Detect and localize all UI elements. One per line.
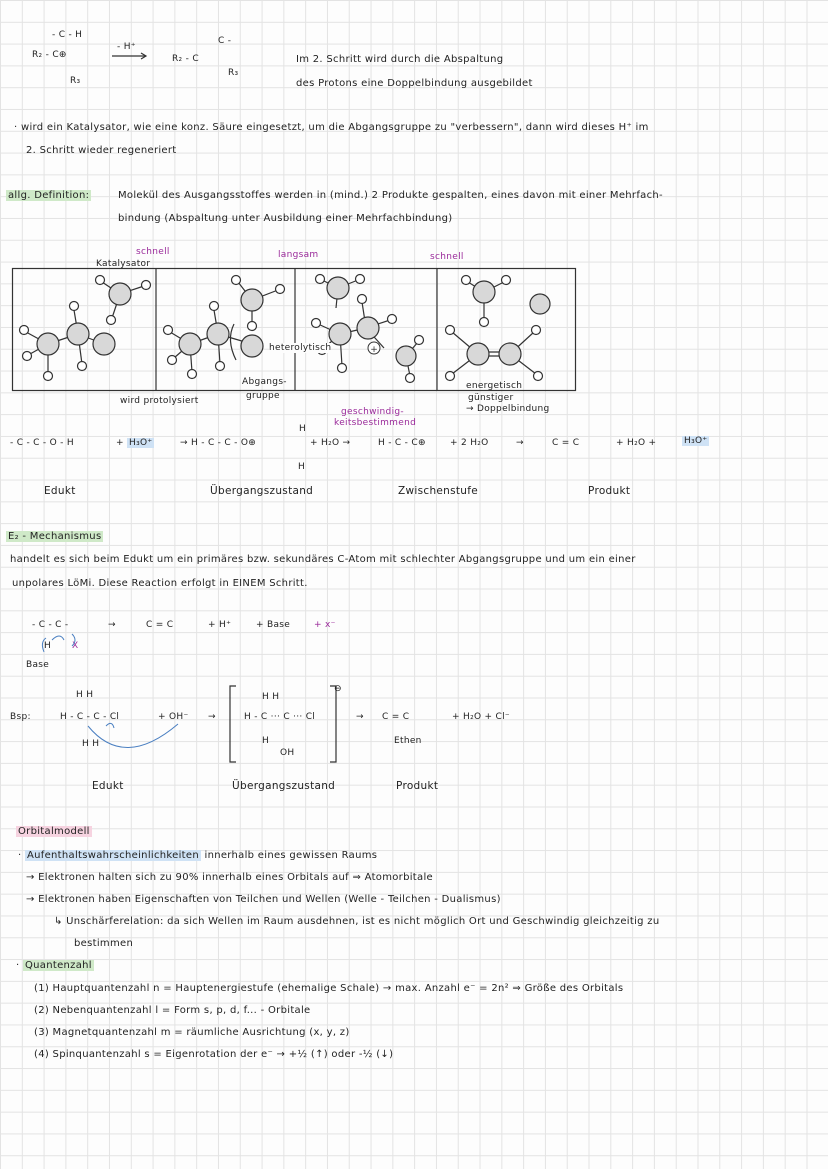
ts-h-top: H H: [262, 692, 280, 702]
e2-general-right: C = C: [146, 620, 174, 630]
panel-2-molecule: [164, 276, 285, 379]
note-line-2: des Protons eine Doppelbindung ausgebildet: [296, 78, 533, 89]
panel-3-molecule: [312, 275, 424, 383]
elimination-diagram: [12, 268, 578, 393]
example-attack-arrow: [84, 720, 184, 760]
example-label: Bsp:: [10, 712, 31, 722]
example-arrow-2: →: [356, 712, 364, 722]
note-line-1: Im 2. Schritt wird durch die Abspaltung: [296, 54, 504, 65]
orbital-line-4: ↳ Unschärferelation: da sich Wellen im Raum ausdehnen, ist es nicht möglich Ort und Geschwindig gleichzeitig zu: [54, 916, 660, 927]
quantum-4: (4) Spinquantenzahl s = Eigenrotation der e⁻ → +½ (↑) oder -½ (↓): [34, 1049, 394, 1060]
definition-line-1: Molekül des Ausgangsstoffes werden in (mind.) 2 Produkte gespalten, eines davon mit einer Mehrfach-: [118, 190, 663, 201]
example-ethen: Ethen: [394, 736, 422, 746]
example-product: C = C: [382, 712, 410, 722]
reaction-arrow-icon: [112, 52, 152, 62]
panel-4-molecule: [446, 276, 551, 381]
leaving-group-label-2: gruppe: [246, 391, 280, 401]
e2-general-x: X: [72, 641, 79, 651]
definition-line-2: bindung (Abspaltung unter Ausbildung einer Mehrfachbindung): [118, 213, 453, 224]
label-product: Produkt: [588, 485, 631, 497]
e2-line-1: handelt es sich beim Edukt um ein primäres bzw. sekundäres C-Atom mit schlechter Abgangsgruppe und um ein einer: [10, 554, 636, 565]
e2-general-arrow: →: [108, 620, 116, 630]
e2-general-h: H: [44, 641, 52, 651]
example-h-bottom: H H: [82, 739, 100, 749]
label-intermediate: Zwischenstufe: [398, 485, 479, 497]
e2-general-x-plus: + x⁻: [314, 620, 336, 630]
catalyst-line-1: · wird ein Katalysator, wie eine konz. Säure eingesetzt, um die Abgangsgruppe zu "verbessern", dann wird dieses H⁺ im: [14, 122, 649, 133]
heterolytic-label: heterolytisch: [269, 343, 332, 353]
eq-h3o-2: H₃O⁺: [684, 436, 708, 446]
eq-h-bottom: H: [298, 462, 306, 472]
e2-general-h-plus: + H⁺: [208, 620, 232, 630]
structure-left-mid: R₂ - C⊕: [32, 50, 67, 60]
label-educt: Edukt: [44, 485, 76, 497]
arrow-label: - H⁺: [117, 42, 136, 52]
e2-line-2: unpolares LöMi. Diese Reaction erfolgt in EINEM Schritt.: [12, 578, 308, 589]
speed-label-3: schnell: [430, 252, 464, 262]
eq-product: C = C: [552, 438, 580, 448]
eq-plus-1: + H₃O⁺: [116, 438, 153, 448]
orbital-title: Orbitalmodell: [18, 826, 90, 837]
e2-general-base-plus: + Base: [256, 620, 291, 630]
ts-mid: H - C ··· C ··· Cl: [244, 712, 316, 722]
e2-electron-arrows: [38, 628, 78, 654]
protonated-label: wird protolysiert: [120, 396, 199, 406]
e2-general-left: - C - C -: [32, 620, 69, 630]
eq-plus-h2o-2: + H₂O +: [616, 438, 657, 448]
quantum-title: · Quantenzahl: [16, 960, 92, 971]
quantum-3: (3) Magnetquantenzahl m = räumliche Ausrichtung (x, y, z): [34, 1027, 350, 1038]
quantum-2: (2) Nebenquantenzahl l = Form s, p, d, f... - Orbitale: [34, 1005, 311, 1016]
example-h-top: H H: [76, 690, 94, 700]
svg-text:+: +: [370, 345, 378, 355]
energetic-label-3: → Doppelbindung: [466, 404, 550, 414]
eq-arrow: →: [516, 438, 524, 448]
example-oh: + OH⁻: [158, 712, 189, 722]
quantum-1: (1) Hauptquantenzahl n = Hauptenergiestufe (ehemalige Schale) → max. Anzahl e⁻ = 2n² ⇒ Größe des Orbitals: [34, 983, 624, 994]
example-label-transition: Übergangszustand: [232, 780, 336, 792]
energetic-label-1: energetisch: [466, 381, 523, 391]
orbital-line-3: → Elektronen haben Eigenschaften von Teilchen und Wellen (Welle - Teilchen - Dualismus): [26, 894, 501, 905]
definition-label: allg. Definition:: [8, 190, 90, 201]
e2-general-base: Base: [26, 660, 50, 670]
eq-intermediate: H - C - C⊕: [378, 438, 426, 448]
eq-transition: → H - C - C - O⊕: [180, 438, 257, 448]
orbital-line-2: → Elektronen halten sich zu 90% innerhalb eines Orbitals auf ⇒ Atomorbitale: [26, 872, 433, 883]
rate-label-2: keitsbestimmend: [334, 418, 417, 428]
panel-1-molecule: [20, 276, 151, 381]
eq-plus-2h2o: + 2 H₂O: [450, 438, 489, 448]
e2-title: E₂ - Mechanismus: [8, 531, 102, 542]
structure-left-top: - C - H: [52, 30, 83, 40]
example-label-educt: Edukt: [92, 780, 124, 792]
structure-right-top: C -: [218, 36, 232, 46]
orbital-line-1: · Aufenthaltswahrscheinlichkeiten innerhalb eines gewissen Raums: [18, 850, 378, 861]
example-molecule: H - C - C - Cl: [60, 712, 120, 722]
structure-right-bottom: R₃: [228, 68, 239, 78]
eq-educt: - C - C - O - H: [10, 438, 74, 448]
catalyst-line-2: 2. Schritt wieder regeneriert: [26, 145, 177, 156]
ts-charge: ⊖: [334, 684, 342, 694]
eq-h-top: H: [299, 424, 307, 434]
structure-left-bottom: R₃: [70, 76, 81, 86]
ts-h: H: [262, 736, 270, 746]
orbital-line-5: bestimmen: [74, 938, 134, 949]
structure-right-mid: R₂ - C: [172, 54, 199, 64]
example-arrow: →: [208, 712, 216, 722]
speed-label-1: schnell: [136, 247, 170, 257]
example-label-product: Produkt: [396, 780, 439, 792]
speed-label-2: langsam: [278, 250, 319, 260]
example-product-rest: + H₂O + Cl⁻: [452, 712, 510, 722]
leaving-group-label-1: Abgangs-: [242, 377, 287, 387]
label-transition: Übergangszustand: [210, 485, 314, 497]
ts-oh: OH: [280, 748, 295, 758]
catalyst-label: Katalysator: [96, 259, 151, 269]
rate-label-1: geschwindig-: [341, 407, 404, 417]
energetic-label-2: günstiger: [468, 393, 514, 403]
eq-plus-h2o: + H₂O →: [310, 438, 351, 448]
